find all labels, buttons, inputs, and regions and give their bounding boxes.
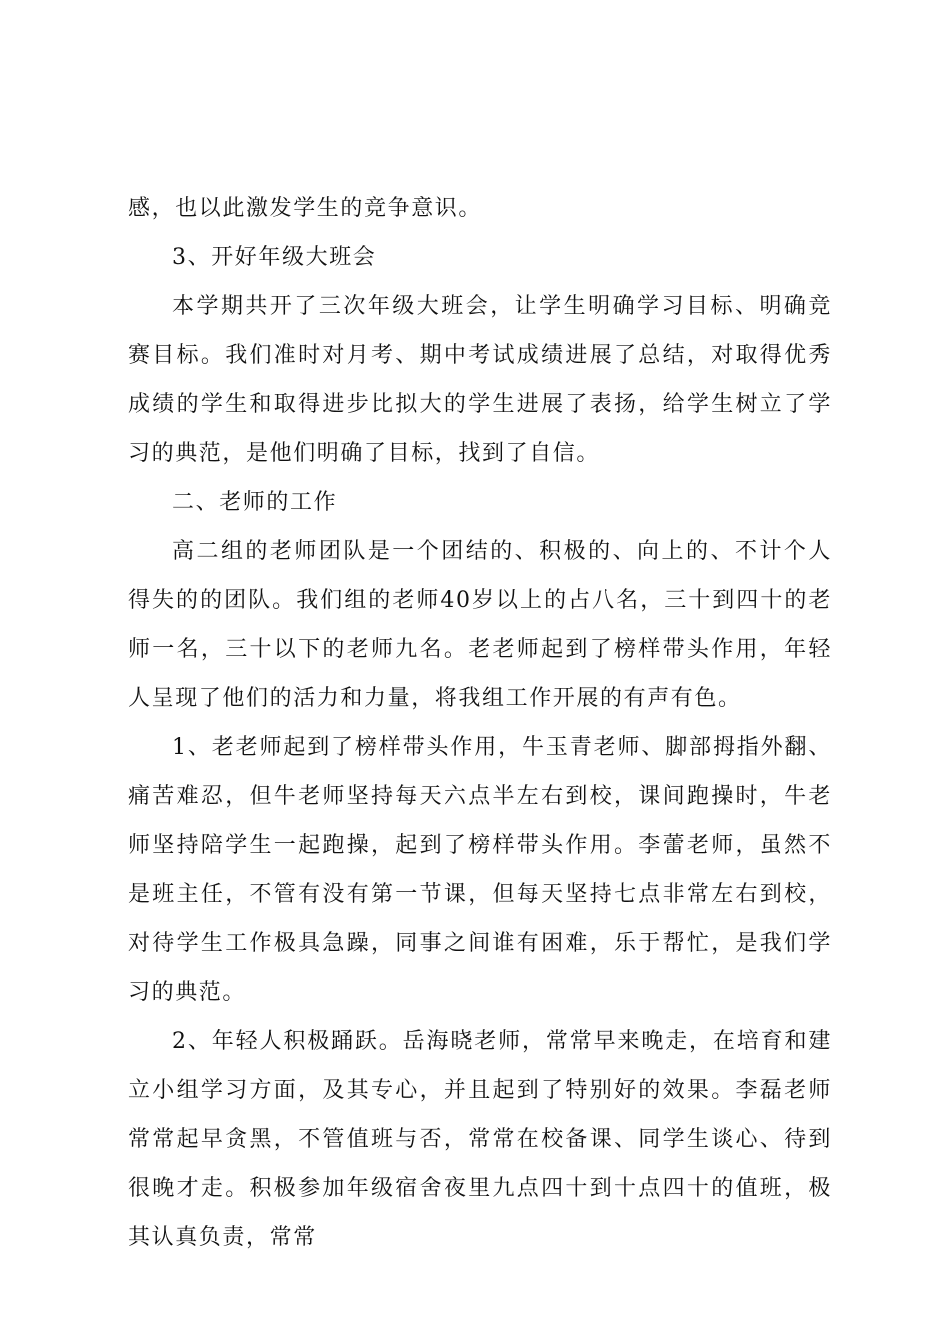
paragraph-teacher-team: 高二组的老师团队是一个团结的、积极的、向上的、不计个人得失的的团队。我们组的老师40岁以上的占八名，三十到四十的老师一名，三十以下的老师九名。老老师起到了榜样带头作用，年轻人呈现了他们的活力和力量，将我组工作开展的有声有色。 [128,539,832,711]
document-page [128,184,832,1262]
paragraph-continuation: 感，也以此激发学生的竞争意识。 [128,196,483,221]
paragraph-class-meeting: 本学期共开了三次年级大班会，让学生明确学习目标、明确竞赛目标。我们准时对月考、期中考试成绩进展了总结，对取得优秀成绩的学生和取得进步比拟大的学生进展了表扬，给学生树立了学习的典范，是他们明确了目标，找到了自信。 [128,294,832,466]
heading-teacher-work: 二、老师的工作 [172,490,338,515]
paragraph-senior-teachers: 1、老老师起到了榜样带头作用，牛玉青老师、脚部拇指外翻、痛苦难忍，但牛老师坚持每天六点半左右到校，课间跑操时，牛老师坚持陪学生一起跑操，起到了榜样带头作用。李蕾老师，虽然不是班主任，不管有没有第一节课，但每天坚持七点非常左右到校，对待学生工作极具急躁，同事之间谁有困难，乐于帮忙，是我们学习的典范。 [128,735,832,1005]
heading-class-meeting: 3、开好年级大班会 [172,245,377,270]
paragraph-young-teachers: 2、年轻人积极踊跃。岳海晓老师，常常早来晚走，在培育和建立小组学习方面，及其专心，并且起到了特别好的效果。李磊老师常常起早贪黑，不管值班与否，常常在校备课、同学生谈心、待到很晚才走。积极参加年级宿舍夜里九点四十到十点四十的值班，极其认真负责，常常 [128,1029,832,1250]
